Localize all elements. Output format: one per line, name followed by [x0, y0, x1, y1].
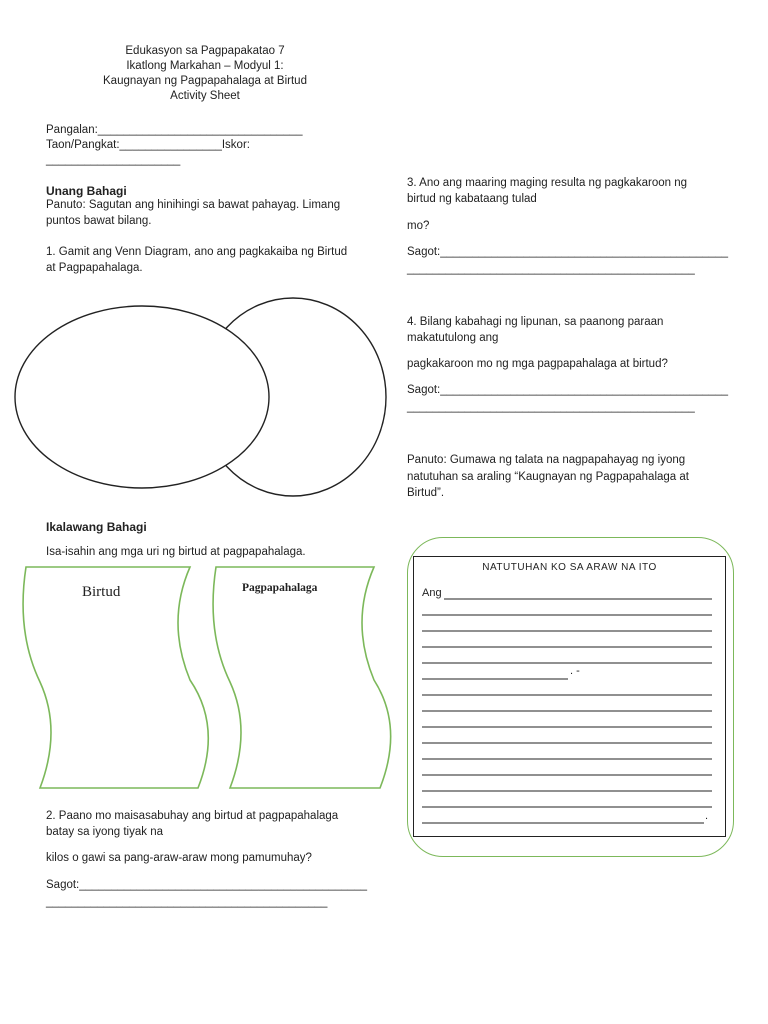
question4-line1: 4. Bilang kabahagi ng lipunan, sa paanong paraan — [407, 316, 664, 328]
header-quarter: Ikatlong Markahan – Modyul 1: — [126, 60, 284, 72]
panuto2-line3: Birtud”. — [407, 487, 445, 499]
question4-line2: makatutulong ang — [407, 332, 499, 344]
question2-line1: 2. Paano mo maisasabuhay ang birtud at pagpapahalaga — [46, 810, 339, 822]
reflection-start-word: Ang — [422, 587, 442, 599]
reflection-box[interactable] — [413, 556, 726, 837]
question4-answer-line2[interactable]: _____________________________________________ — [407, 401, 695, 413]
reflection-mid-ending: . - — [570, 665, 580, 677]
part1-heading: Unang Bahagi — [46, 184, 127, 198]
pagpapahalaga-scroll[interactable] — [213, 567, 391, 788]
scroll-shapes — [10, 562, 395, 794]
venn-left-circle[interactable] — [15, 306, 269, 488]
header-sheet-type: Activity Sheet — [170, 90, 240, 102]
header-title: Kaugnayan ng Pagpapahalaga at Birtud — [103, 75, 307, 87]
reflection-lines[interactable] — [414, 557, 727, 838]
question1-line1: 1. Gamit ang Venn Diagram, ano ang pagkakaiba ng Birtud — [46, 246, 348, 258]
panuto2-line2: natutuhan sa araling “Kaugnayan ng Pagpapahalaga at — [407, 471, 689, 483]
part2-heading: Ikalawang Bahagi — [46, 520, 147, 534]
question3-line3: mo? — [407, 220, 430, 232]
question1-line2: at Pagpapahalaga. — [46, 262, 143, 274]
reflection-title: NATUTUHAN KO SA ARAW NA ITO — [482, 562, 657, 573]
question2-answer-line2[interactable]: ____________________________________________ — [46, 896, 328, 908]
pangalan-field[interactable]: Pangalan:________________________________ — [46, 124, 303, 136]
part1-instruction-line1: Panuto: Sagutan ang hinihingi sa bawat pahayag. Limang — [46, 199, 341, 211]
question3-line1: 3. Ano ang maaring maging resulta ng pagkakaroon ng — [407, 177, 688, 189]
question2-answer-line[interactable]: Sagot:_____________________________________________ — [46, 879, 368, 891]
question2-line3: kilos o gawi sa pang-araw-araw mong pamumuhay? — [46, 852, 312, 864]
question3-answer-line2[interactable]: _____________________________________________ — [407, 263, 695, 275]
question3-answer-line[interactable]: Sagot:_____________________________________________ — [407, 246, 729, 258]
reflection-final-period: . — [705, 810, 709, 822]
question2-line2: batay sa iyong tiyak na — [46, 826, 163, 838]
venn-diagram — [10, 290, 395, 500]
part1-instruction-line2: puntos bawat bilang. — [46, 215, 152, 227]
question3-line2: birtud ng kabataang tulad — [407, 193, 537, 205]
header-subject: Edukasyon sa Pagpapakatao 7 — [125, 45, 285, 57]
taon-pangkat-iskor-field[interactable]: Taon/Pangkat:________________Iskor: — [46, 139, 250, 151]
document-header — [60, 44, 350, 104]
question4-line3: pagkakaroon mo ng mga pagpapahalaga at birtud? — [407, 358, 668, 370]
iskor-field-continued[interactable]: _____________________ — [46, 154, 181, 166]
part2-instruction: Isa-isahin ang mga uri ng birtud at pagpapahalaga. — [46, 546, 306, 558]
question4-answer-line[interactable]: Sagot:_____________________________________________ — [407, 384, 729, 396]
birtud-scroll-label: Birtud — [82, 584, 121, 600]
pagpapahalaga-scroll-label: Pagpapahalaga — [242, 582, 318, 594]
panuto2-line1: Panuto: Gumawa ng talata na nagpapahayag ng iyong — [407, 454, 686, 466]
